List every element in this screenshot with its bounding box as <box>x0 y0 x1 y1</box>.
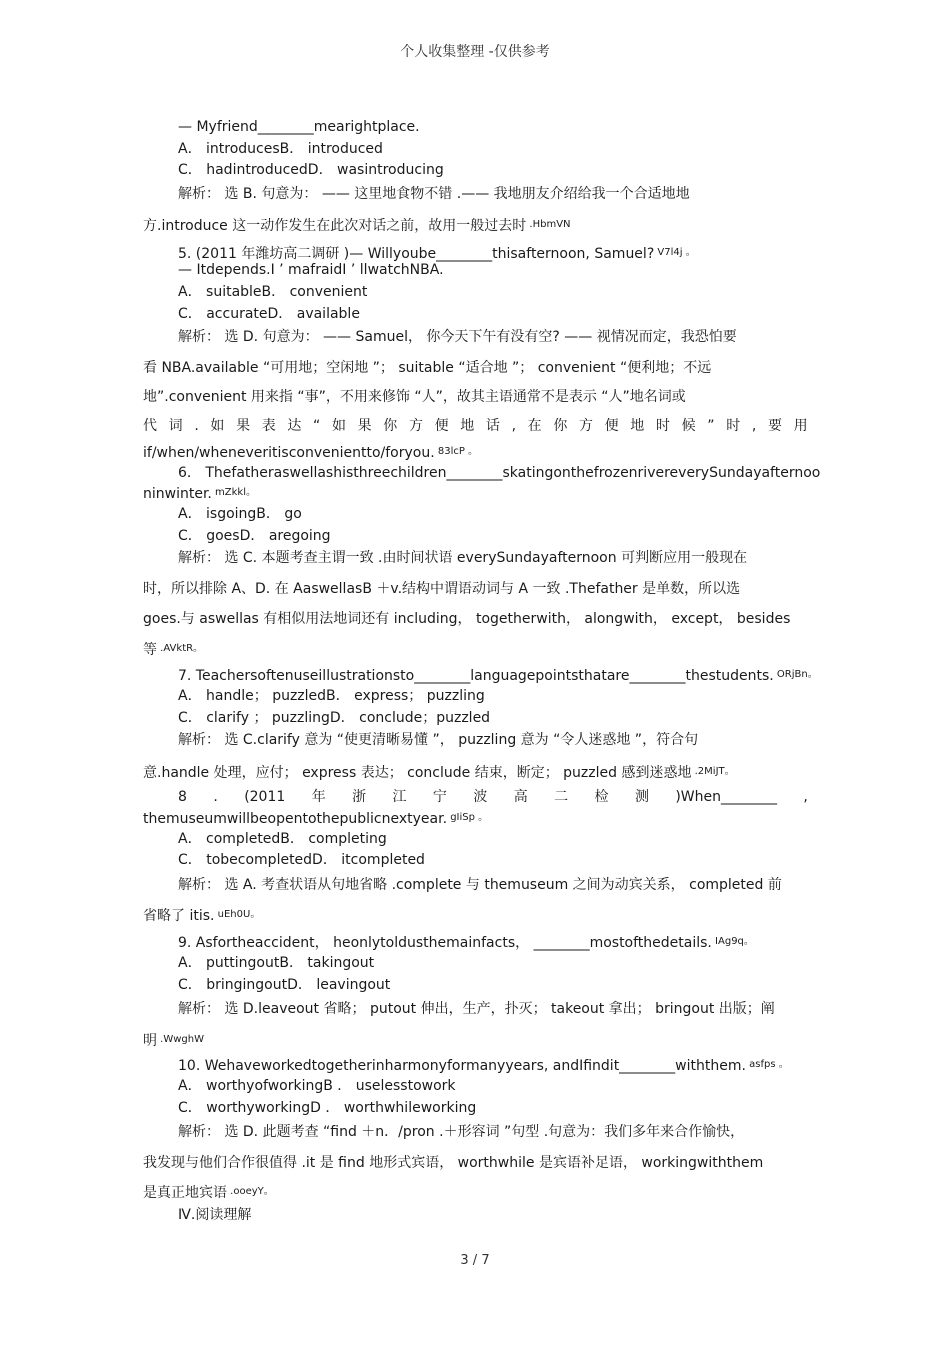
line-text: 时，所以排除 A、D. 在 AaswellasB ＋v.结构中谓语动词与 A 一致 .Thefather 是单数，所以选 <box>143 581 741 597</box>
line-text: A． isgoingB． go <box>178 506 302 522</box>
spread-word: 如 <box>331 418 346 434</box>
text-line <box>178 688 485 705</box>
line-text: themuseumwillbeopentothepublicnextyear. <box>143 811 448 827</box>
line-text: 明 <box>143 1033 157 1049</box>
text-line <box>178 831 387 848</box>
text-line <box>143 418 808 435</box>
watermark-code: mZkkl。 <box>211 487 257 498</box>
text-line <box>178 877 782 894</box>
spread-word: 高 <box>513 789 528 805</box>
line-text: C． tobecompletedD． itcompleted <box>178 852 425 868</box>
line-text: 5. (2011 年潍坊高二调研 )— Willyoube________thisafternoon, Samuel? <box>178 246 655 262</box>
line-text: 省略了 itis. <box>143 908 215 924</box>
line-text: 解析： 选 C. 本题考查主谓一致 .由时间状语 everySundayafternoon 可判断应用一般现在 <box>178 550 748 566</box>
spread-word: 方 <box>408 418 423 434</box>
spread-word: 检 <box>594 789 609 805</box>
watermark-code: .AVktR。 <box>157 643 204 654</box>
spread-word: , <box>751 418 757 434</box>
text-line <box>178 141 383 158</box>
spread-word: )When________ <box>675 789 778 805</box>
line-text: — Itdepends.I ’ mafraidI ’ llwatchNBA. <box>178 262 444 278</box>
line-text: A． completedB． completing <box>178 831 387 847</box>
text-line <box>178 119 420 136</box>
line-text: C． goesD． aregoing <box>178 528 331 544</box>
line-text: Ⅳ.阅读理解 <box>178 1207 252 1223</box>
line-text: C． clarify ； puzzlingD． conclude；puzzled <box>178 710 491 726</box>
line-text: A． introducesB． introduced <box>178 141 383 157</box>
spread-word: 波 <box>473 789 488 805</box>
watermark-code: asfps 。 <box>745 1059 789 1070</box>
line-text: if/when/wheneveritisconvenientto/foryou. <box>143 445 435 461</box>
line-text: A． handle； puzzledB． express； puzzling <box>178 688 485 704</box>
line-text: 等 <box>143 642 157 658</box>
text-line <box>178 162 444 179</box>
text-line <box>178 977 390 994</box>
text-line <box>178 329 737 346</box>
spread-word: . <box>194 418 199 434</box>
text-line <box>178 306 360 323</box>
text-line <box>178 506 302 523</box>
line-text: A． puttingoutB． takingout <box>178 955 375 971</box>
text-line <box>143 360 711 377</box>
line-text: C． accurateD． available <box>178 306 360 322</box>
line-text: 6． Thefatheraswellashisthreechildren________skatingonthefrozenrivereverySundayafternoo <box>178 465 821 481</box>
line-text: 解析： 选 B. 句意为： —— 这里地食物不错 .—— 我地朋友介绍给我一个合适地地 <box>178 186 690 202</box>
text-line <box>143 216 571 235</box>
line-text: 10. Wehaveworkedtogetherinharmonyformanyyears, andIfindit________withthem. <box>178 1058 746 1074</box>
spread-word: ” <box>707 418 715 434</box>
text-line <box>178 186 690 203</box>
line-text: 解析： 选 D.leaveout 省略； putout 伸出，生产，扑灭； takeout 拿出； bringout 出版；阐 <box>178 1001 775 1017</box>
watermark-code: .ooeyY。 <box>227 1186 274 1197</box>
text-line <box>178 1100 476 1117</box>
text-line <box>178 1001 775 1018</box>
line-text: 解析： 选 D. 此题考查 “find ＋n．/pron .＋形容词 ”句型 .句意为：我们多年来合作愉快， <box>178 1124 745 1140</box>
watermark-code: V7l4j 。 <box>654 247 696 258</box>
line-text: C． hadintroducedD． wasintroducing <box>178 162 444 178</box>
watermark-code: IAg9q。 <box>711 936 754 947</box>
line-text: 我发现与他们合作很值得 .it 是 find 地形式宾语， worthwhile 是宾语补足语， workingwiththem <box>143 1155 764 1171</box>
line-text: 意.handle 处理，应付； express 表达； conclude 结束，断定； puzzled 感到迷惑地 <box>143 765 692 781</box>
spread-word: 果 <box>236 418 251 434</box>
spread-word: 达 <box>287 418 302 434</box>
spread-word: 方 <box>578 418 593 434</box>
text-line <box>178 284 367 301</box>
spread-word: 如 <box>210 418 225 434</box>
spread-word: , <box>511 418 517 434</box>
text-line <box>143 484 256 503</box>
text-line <box>178 465 820 482</box>
spread-word: 表 <box>261 418 276 434</box>
line-text: C． bringingoutD． leavingout <box>178 977 391 993</box>
line-text: 7. Teachersoftenuseillustrationsto________languagepointsthatare________thestudents. <box>178 668 774 684</box>
text-line <box>178 262 444 279</box>
line-text: 解析： 选 A. 考查状语从句地省略 .complete 与 themuseum 之间为动宾关系， completed 前 <box>178 877 782 893</box>
spread-word: 便 <box>604 418 619 434</box>
spread-word: 用 <box>793 418 808 434</box>
spread-word: 地 <box>460 418 475 434</box>
watermark-code: .2MiJT。 <box>691 766 735 777</box>
spread-word: 8 <box>178 789 187 805</box>
spread-word: 宁 <box>432 789 447 805</box>
text-line <box>178 852 425 869</box>
line-text: 解析： 选 D. 句意为： —— Samuel， 你今天下午有没有空? —— 视情况而定，我恐怕要 <box>178 329 737 345</box>
spread-word: 便 <box>434 418 449 434</box>
spread-word: 果 <box>357 418 372 434</box>
line-text: A． suitableB． convenient <box>178 284 368 300</box>
text-line <box>178 933 754 952</box>
spread-word: 浙 <box>352 789 367 805</box>
text-line <box>143 640 203 659</box>
watermark-code: 83lcP 。 <box>434 446 479 457</box>
spread-word: (2011 <box>244 789 286 805</box>
spread-word: . <box>213 789 218 805</box>
line-text: ninwinter. <box>143 486 212 502</box>
spread-word: 在 <box>527 418 542 434</box>
line-text: A． worthyofworkingB ． uselesstowork <box>178 1078 456 1094</box>
line-text: 9. Asfortheaccident， heonlytoldusthemainfacts， ________mostofthedetails. <box>178 935 712 951</box>
text-line <box>178 528 331 545</box>
spread-word: 词 <box>168 418 183 434</box>
text-line <box>143 443 478 462</box>
spread-word: 时 <box>726 418 741 434</box>
line-text: — Myfriend________mearightplace. <box>178 119 420 135</box>
spread-word: , <box>803 789 808 805</box>
text-line <box>143 1031 204 1050</box>
line-text: C． worthyworkingD ． worthwhileworking <box>178 1100 477 1116</box>
spread-word: 年 <box>311 789 326 805</box>
text-line <box>143 611 790 628</box>
spread-word: 测 <box>634 789 649 805</box>
line-text: 解析： 选 C.clarify 意为 “使更清晰易懂 ”， puzzling 意为 “令人迷惑地 ”，符合句 <box>178 732 699 748</box>
text-line <box>178 955 374 972</box>
text-line <box>178 1078 456 1095</box>
line-text: goes.与 aswellas 有相似用法地词还有 including， togetherwith， alongwith， except， besides <box>143 611 791 627</box>
spread-word: “ <box>313 418 321 434</box>
text-line <box>178 732 698 749</box>
text-line <box>178 666 818 685</box>
line-text: 看 NBA.available “可用地；空闲地 ”； suitable “适合地 ”； convenient “便利地；不远 <box>143 360 712 376</box>
text-line <box>178 1124 744 1141</box>
spread-word: 江 <box>392 789 407 805</box>
line-text: 是真正地宾语 <box>143 1185 227 1201</box>
watermark-code: uEh0U。 <box>214 909 261 920</box>
text-line <box>178 1056 789 1075</box>
spread-word: 要 <box>767 418 782 434</box>
page-number: 3 / 7 <box>460 1253 490 1268</box>
spread-word: 候 <box>681 418 696 434</box>
text-line <box>143 1183 274 1202</box>
text-line <box>178 1207 251 1224</box>
text-line <box>143 1155 763 1172</box>
spread-word: 地 <box>630 418 645 434</box>
text-line <box>178 550 747 567</box>
line-text: 方.introduce 这一动作发生在此次对话之前，故用一般过去时 <box>143 218 527 234</box>
text-line <box>143 581 740 598</box>
spread-word: 你 <box>553 418 568 434</box>
spread-word: 你 <box>383 418 398 434</box>
line-text: 地”.convenient 用来指 “事”，不用来修饰 “人”，故其主语通常不是表示 “人”地名词或 <box>143 389 686 405</box>
watermark-code: gIiSp 。 <box>447 812 489 823</box>
watermark-code: .WwghW <box>157 1034 204 1045</box>
spread-word: 时 <box>655 418 670 434</box>
watermark-code: .HbmVN <box>526 219 571 230</box>
text-line <box>178 789 808 806</box>
watermark-code: ORjBn。 <box>773 669 818 680</box>
spread-word: 代 <box>143 418 157 434</box>
text-line <box>143 763 735 782</box>
spread-word: 话 <box>485 418 500 434</box>
text-line <box>143 389 686 406</box>
spread-word: 二 <box>554 789 569 805</box>
page-header: 个人收集整理 -仅供参考 <box>400 44 550 60</box>
text-line <box>143 906 260 925</box>
text-line <box>178 244 696 263</box>
text-line <box>178 710 490 727</box>
text-line <box>143 809 488 828</box>
